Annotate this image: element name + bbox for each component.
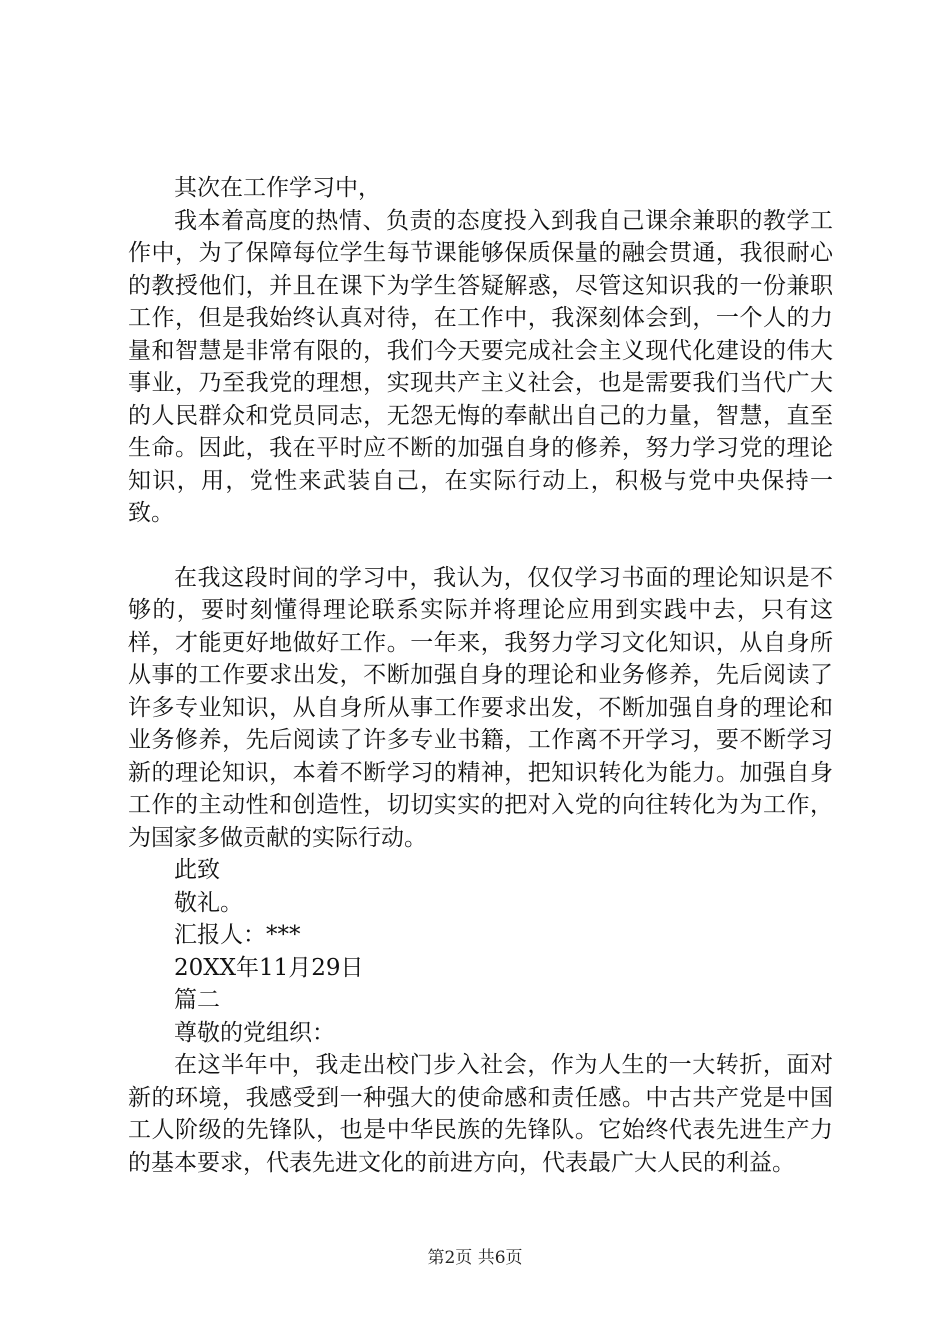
closing-line-2: 敬礼。 xyxy=(174,889,243,916)
page-number-footer: 第2页 共6页 xyxy=(427,1248,523,1268)
document-body xyxy=(128,172,833,1179)
paragraph-part-two: 在这半年中，我走出校门步入社会，作为人生的一大转折，面对新的环境，我感受到一种强大的使命感和责任感。中古共产党是中国工人阶级的先锋队，也是中华民族的先锋队。它始终代表先进生产力的基本要求，代表先进文化的前进方向，代表最广大人民的利益。 xyxy=(128,1052,833,1176)
closing-line-1: 此致 xyxy=(174,857,220,883)
date-line: 20XX年11月29日 xyxy=(174,954,364,981)
paragraph-heading: 其次在工作学习中， xyxy=(174,175,381,201)
paragraph-gap xyxy=(128,530,833,562)
paragraph-work-study: 我本着高度的热情、负责的态度投入到我自己课余兼职的教学工作中，为了保障每位学生每节课能够保质保量的融会贯通，我很耐心的教授他们，并且在课下为学生答疑解惑，尽管这知识我的一份兼职工作，但是我始终认真对待，在工作中，我深刻体会到，一个人的力量和智慧是非常有限的，我们今天要完成社会主义现代化建设的伟大事业，乃至我党的理想，实现共产主义社会，也是需要我们当代广大的人民群众和党员同志，无怨无悔的奉献出自己的力量，智慧，直至生命。因此，我在平时应不断的加强自身的修养，努力学习党的理论知识，用，党性来武装自己，在实际行动上，积极与党中央保持一致。 xyxy=(128,207,833,526)
paragraph-learning: 在我这段时间的学习中，我认为，仅仅学习书面的理论知识是不够的，要时刻懂得理论联系实际并将理论应用到实践中去，只有这样，才能更好地做好工作。一年来，我努力学习文化知识，从自身所从事的工作要求出发，不断加强自身的理论和业务修养，先后阅读了许多专业知识，从自身所从事工作要求出发，不断加强自身的理论和业务修养，先后阅读了许多专业书籍，工作离不开学习，要不断学习新的理论知识，本着不断学习的精神，把知识转化为能力。加强自身工作的主动性和创造性，切切实实的把对入党的向往转化为为工作，为国家多做贡献的实际行动。 xyxy=(128,564,833,851)
salutation: 尊敬的党组织： xyxy=(174,1019,335,1046)
section-title: 篇二 xyxy=(174,987,220,1013)
reporter-line: 汇报人：*** xyxy=(174,922,301,948)
